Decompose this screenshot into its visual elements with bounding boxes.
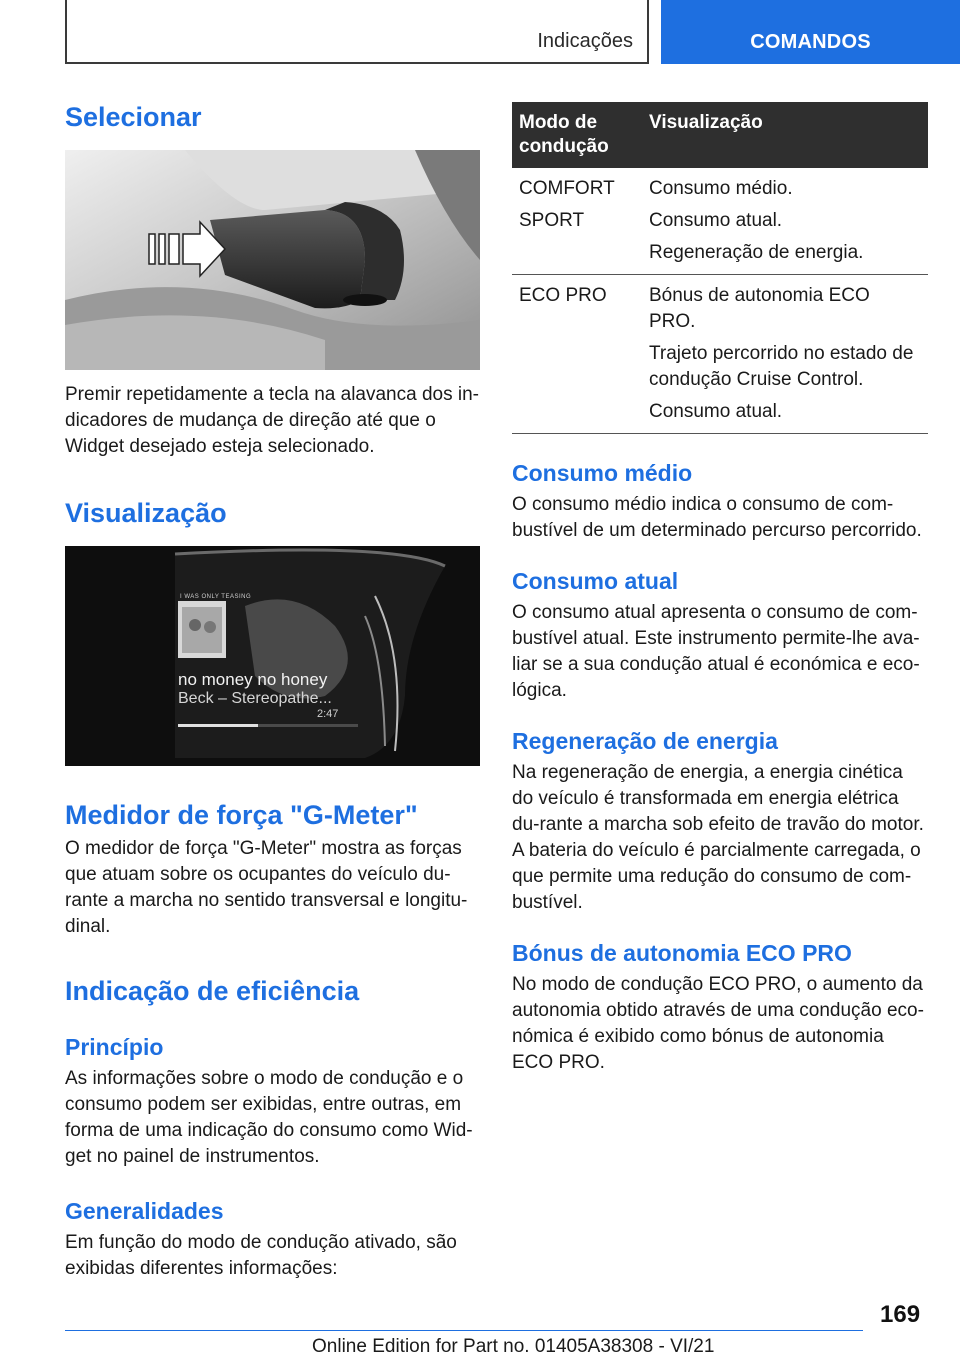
instrument-display-image (65, 546, 480, 766)
header-display: Visualização (642, 102, 928, 168)
display-item: Trajeto percorrido no estado de condução Cruise Control. (649, 343, 914, 390)
footer-divider (65, 1330, 863, 1331)
album-caption: I WAS ONLY TEASING (180, 594, 252, 600)
display-item: Regeneração de energia. (649, 242, 864, 263)
heading-generalidades: Generalidades (65, 1198, 224, 1224)
heading-bonus-autonomia: Bónus de autonomia ECO PRO (512, 940, 852, 966)
display-cell (642, 275, 928, 434)
selecionar-paragraph: Premir repetidamente a tecla na alavanca dos in-dicadores de mudança de direção até que o Widget desejado esteja selecionado. (65, 384, 480, 457)
generalidades-paragraph: Em função do modo de condução ativado, são exibidas diferentes informações: (65, 1232, 457, 1279)
display-item: Bónus de autonomia ECO PRO. (649, 285, 870, 332)
header-frame (65, 0, 649, 64)
turn-signal-lever-image (65, 150, 480, 370)
chapter-tab[interactable]: COMANDOS (661, 0, 960, 64)
display-item: Consumo atual. (649, 401, 783, 422)
heading-selecionar: Selecionar (65, 102, 202, 132)
table-header-row (512, 102, 928, 168)
header-section-label: Indicações (537, 30, 633, 52)
mode-cell (512, 275, 642, 434)
right-column (512, 102, 928, 1076)
display-item: Consumo médio. (649, 178, 793, 199)
mode-label: SPORT (519, 210, 585, 231)
display-illustration (65, 546, 480, 766)
regeneracao-paragraph: Na regeneração de energia, a energia cinética do veículo é transformada em energia elétrica du-rante a marcha sob efeito de travão do motor. A bateria do veículo é parcialmente carregada, o que permite uma redução do consumo de com-bustível. (512, 762, 924, 913)
heading-regeneracao: Regeneração de energia (512, 728, 778, 754)
consumo-medio-paragraph: O consumo médio indica o consumo de com-bustível de um determinado percurso percorrido. (512, 494, 922, 541)
display-song-title: no money no honey (178, 670, 328, 689)
driving-mode-table (512, 102, 928, 434)
display-item: Consumo atual. (649, 210, 783, 231)
consumo-atual-paragraph: O consumo atual apresenta o consumo de com-bustível atual. Este instrumento permite-lhe ava-liar se a sua condução atual é económica e eco-lógica. (512, 602, 920, 701)
mode-label: ECO PRO (519, 285, 607, 306)
page-number: 169 (880, 1301, 921, 1328)
heading-eficiencia: Indicação de eficiência (65, 976, 360, 1006)
heading-consumo-medio: Consumo médio (512, 460, 693, 486)
display-cell (642, 168, 928, 275)
heading-principio: Princípio (65, 1034, 164, 1060)
left-column (65, 100, 480, 1282)
header-mode: Modo de condução (512, 102, 642, 168)
heading-gmeter: Medidor de força "G-Meter" (65, 800, 418, 830)
table-row (512, 168, 928, 275)
mode-cell (512, 168, 642, 275)
principio-paragraph: As informações sobre o modo de condução e o consumo podem ser exibidas, entre outras, em forma de uma indicação do consumo como Wid-get no painel de instrumentos. (65, 1068, 473, 1167)
display-time: 2:47 (317, 708, 339, 720)
heading-consumo-atual: Consumo atual (512, 568, 679, 594)
lever-illustration (65, 150, 480, 370)
bonus-paragraph: No modo de condução ECO PRO, o aumento da autonomia obtido através de uma condução eco-nómica é exibido como bónus de autonomia ECO PRO. (512, 974, 924, 1073)
mode-label: COMFORT (519, 178, 615, 199)
heading-visualizacao: Visualização (65, 498, 227, 528)
gmeter-paragraph: O medidor de força "G-Meter" mostra as forças que atuam sobre os ocupantes do veículo du-rante a marcha no sentido transversal e longitu-dinal. (65, 838, 468, 937)
footer-edition: Online Edition for Part no. 01405A38308 - VI/21 (312, 1336, 715, 1357)
table-row (512, 275, 928, 434)
display-artist: Beck – Stereopathe... (178, 690, 332, 707)
